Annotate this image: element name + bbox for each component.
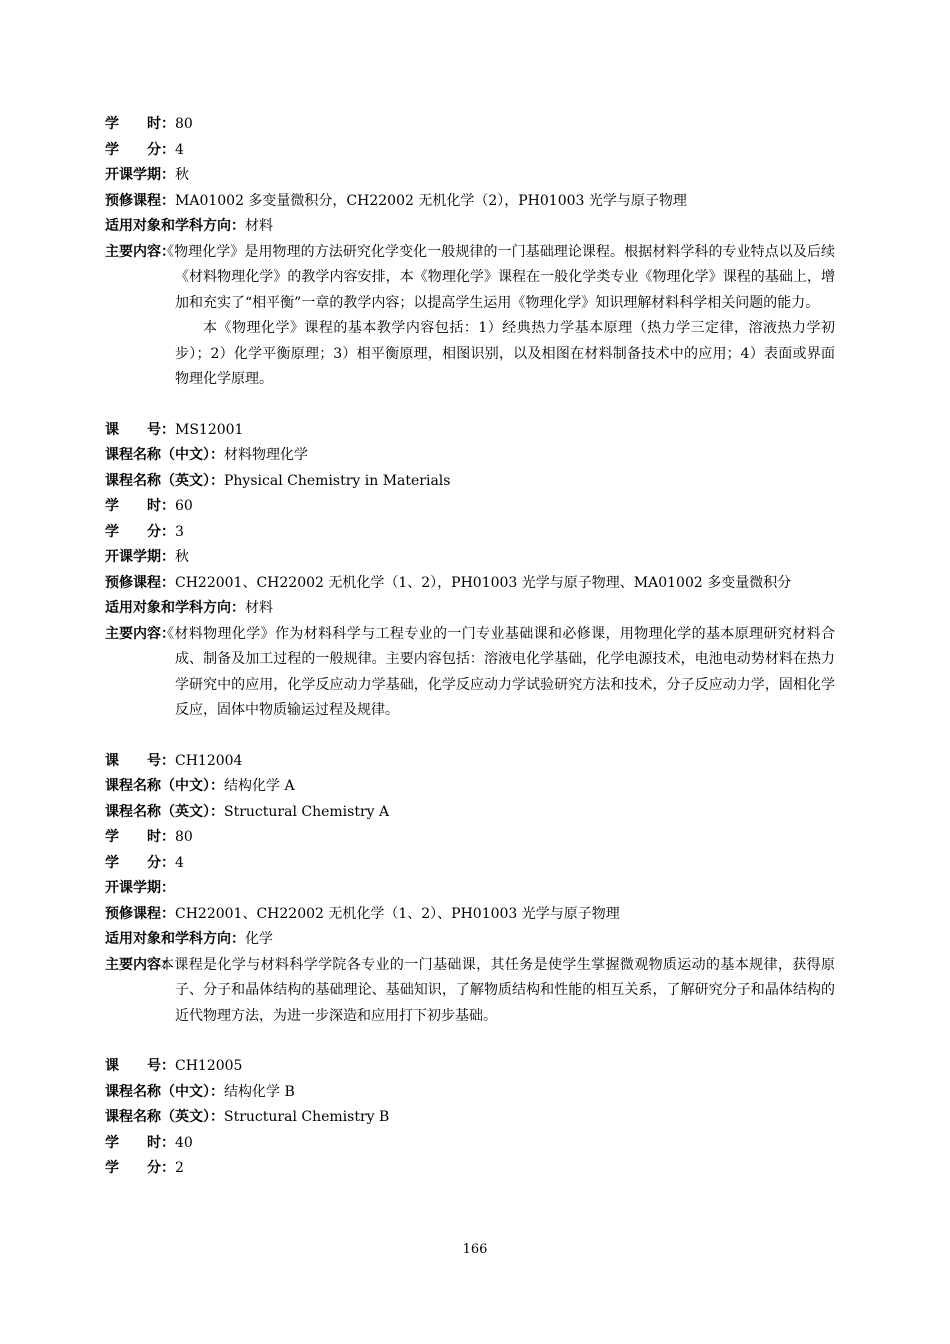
name-en-row (105, 469, 835, 495)
prereq-label: 预修课程： (105, 192, 175, 209)
hours-value: 60 (175, 498, 193, 514)
prereq-value: CH22001、CH22002 无机化学（1、2）、PH01003 光学与原子物理 (175, 905, 620, 922)
name-cn-value: 结构化学 B (224, 1083, 295, 1100)
target-row (105, 596, 835, 622)
prereq-row (105, 902, 835, 928)
term-value: 秋 (175, 549, 189, 565)
name-en-label: 课程名称（英文）： (105, 472, 224, 489)
hours-row (105, 112, 835, 138)
content-row (105, 953, 835, 1030)
term-label: 开课学期： (105, 167, 175, 183)
content-paragraph: 《物理化学》是用物理的方法研究化学变化一般规律的一门基础理论课程。根据材料学科的专业特点以及后续《材料物理化学》的教学内容安排，本《物理化学》课程在一般化学类专业《物理化学》课程的基础上，增加和充实了“相平衡”一章的教学内容；以提高学生运用《物理化学》知识理解材料科学相关问题的能力。 (160, 243, 835, 311)
prereq-row (105, 571, 835, 597)
hours-label: 学 时： (105, 116, 175, 132)
code-value: CH12005 (175, 1058, 243, 1074)
credits-row (105, 1156, 835, 1182)
content-label: 主要内容： (105, 956, 175, 973)
name-en-row (105, 1105, 835, 1131)
term-row (105, 163, 835, 189)
term-label: 开课学期： (105, 880, 175, 896)
content-label: 主要内容： (105, 625, 175, 642)
prereq-value: MA01002 多变量微积分，CH22002 无机化学（2），PH01003 光学与原子物理 (175, 192, 687, 209)
credits-row (105, 851, 835, 877)
name-en-row (105, 800, 835, 826)
name-en-label: 课程名称（英文）： (105, 803, 224, 820)
hours-label: 学 时： (105, 829, 175, 845)
content-text (160, 953, 835, 1030)
name-cn-row (105, 1080, 835, 1106)
credits-value: 4 (175, 141, 184, 158)
hours-row (105, 1131, 835, 1157)
prereq-value: CH22001、CH22002 无机化学（1、2），PH01003 光学与原子物理、MA01002 多变量微积分 (175, 574, 792, 591)
page-number: 166 (462, 1242, 488, 1257)
document-page (105, 112, 835, 1182)
target-row (105, 214, 835, 240)
content-row (105, 622, 835, 724)
content-paragraph: 本《物理化学》课程的基本教学内容包括：1）经典热力学基本原理（热力学三定律，溶液热力学初步）；2）化学平衡原理；3）相平衡原理，相图识别，以及相图在材料制备技术中的应用；4）表面或界面物理化学原理。 (175, 320, 835, 387)
target-label: 适用对象和学科方向： (105, 600, 245, 616)
code-value: MS12001 (175, 421, 244, 438)
spacer (105, 1029, 835, 1054)
code-row (105, 418, 835, 444)
prereq-label: 预修课程： (105, 905, 175, 922)
credits-row (105, 520, 835, 546)
spacer (105, 393, 835, 418)
content-paragraph: 《材料物理化学》作为材料科学与工程专业的一门专业基础课和必修课，用物理化学的基本原理研究材料合成、制备及加工过程的一般规律。主要内容包括：溶液电化学基础，化学电源技术，电池电动势材料在热力学研究中的应用，化学反应动力学基础，化学反应动力学试验研究方法和技术，分子反应动力学，固相化学反应，固体中物质输运过程及规律。 (160, 625, 835, 718)
name-en-value: Structural Chemistry B (224, 1109, 390, 1125)
content-row (105, 240, 835, 393)
credits-value: 4 (175, 854, 184, 871)
target-row (105, 927, 835, 953)
name-cn-value: 材料物理化学 (224, 447, 308, 463)
course-entry (105, 1054, 835, 1182)
name-cn-label: 课程名称（中文）： (105, 1083, 224, 1100)
credits-label: 学 分： (105, 1160, 175, 1176)
content-text (160, 240, 835, 393)
code-label: 课 号： (105, 421, 175, 438)
code-label: 课 号： (105, 752, 175, 769)
target-value: 材料 (245, 600, 273, 616)
content-label: 主要内容： (105, 243, 175, 260)
credits-label: 学 分： (105, 854, 175, 871)
target-label: 适用对象和学科方向： (105, 931, 245, 947)
credits-row (105, 138, 835, 164)
name-en-value: Physical Chemistry in Materials (224, 472, 451, 489)
code-label: 课 号： (105, 1058, 175, 1074)
name-cn-row (105, 774, 835, 800)
code-value: CH12004 (175, 752, 243, 769)
spacer (105, 724, 835, 749)
hours-label: 学 时： (105, 498, 175, 514)
hours-row (105, 825, 835, 851)
content-paragraph: 本课程是化学与材料科学学院各专业的一门基础课，其任务是使学生掌握微观物质运动的基本规律，获得原子、分子和晶体结构的基础理论、基础知识，了解物质结构和性能的相互关系，了解研究分子和晶体结构的近代物理方法，为进一步深造和应用打下初步基础。 (160, 956, 835, 1024)
prereq-row (105, 189, 835, 215)
credits-label: 学 分： (105, 523, 175, 540)
code-row (105, 1054, 835, 1080)
target-value: 材料 (245, 218, 273, 234)
hours-value: 80 (175, 829, 193, 845)
code-row (105, 749, 835, 775)
course-entry (105, 418, 835, 724)
name-en-label: 课程名称（英文）： (105, 1109, 224, 1125)
term-value: 秋 (175, 167, 189, 183)
name-cn-value: 结构化学 A (224, 778, 295, 794)
prereq-label: 预修课程： (105, 574, 175, 591)
credits-label: 学 分： (105, 141, 175, 158)
credits-value: 3 (175, 523, 184, 540)
course-entry (105, 112, 835, 393)
course-entry (105, 749, 835, 1030)
hours-value: 40 (175, 1134, 193, 1151)
credits-value: 2 (175, 1160, 184, 1176)
content-text (160, 622, 835, 724)
hours-value: 80 (175, 116, 193, 132)
term-label: 开课学期： (105, 549, 175, 565)
name-cn-label: 课程名称（中文）： (105, 778, 224, 794)
name-en-value: Structural Chemistry A (224, 803, 390, 820)
target-label: 适用对象和学科方向： (105, 218, 245, 234)
hours-label: 学 时： (105, 1134, 175, 1151)
target-value: 化学 (245, 931, 273, 947)
name-cn-label: 课程名称（中文）： (105, 447, 224, 463)
name-cn-row (105, 443, 835, 469)
term-row (105, 876, 835, 902)
term-row (105, 545, 835, 571)
hours-row (105, 494, 835, 520)
